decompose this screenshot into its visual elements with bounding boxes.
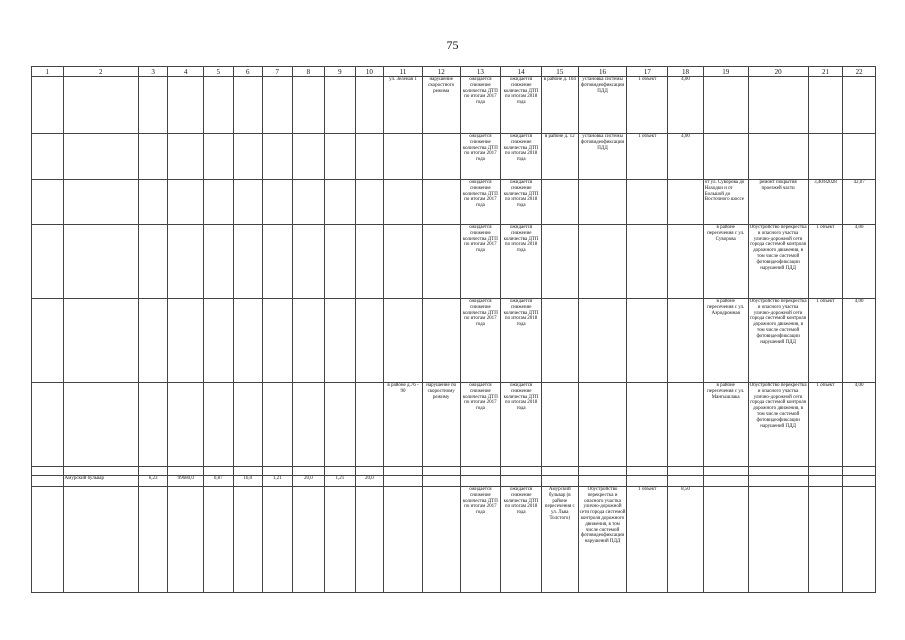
col-number: 10 (355, 67, 384, 77)
effect-2017-cell: ожидается снижение количества ДТП по итогам 2017 года (460, 134, 501, 180)
cost-cell: 4,00 (843, 225, 876, 299)
data-table (31, 66, 876, 593)
street-cell: ул. Зеленая 1 (384, 77, 423, 134)
quantity-cell: 3,40/82028 (808, 180, 843, 225)
length-cell: 6,23 (138, 476, 168, 487)
quantity-cell: 1 объект (627, 487, 668, 593)
col-number: 14 (501, 67, 542, 77)
value-cell: 0,87 (204, 476, 234, 487)
col-number: 22 (843, 67, 876, 77)
location-cell: в районе пересечения с ул. Мангышлака (703, 383, 748, 467)
col-number: 19 (703, 67, 748, 77)
value-cell: 1,21 (325, 476, 356, 487)
col-number: 15 (541, 67, 578, 77)
effect-2017-cell: ожидается снижение количества ДТП по итогам 2017 года (460, 225, 501, 299)
value-cell: 1,21 (263, 476, 293, 487)
table-row (32, 487, 876, 593)
location-cell: в районе пересечения с ул. Суворова (703, 225, 748, 299)
effect-2018-cell: ожидается снижение количества ДТП по итогам 2018 года (501, 383, 542, 467)
measure-cell: Обустройство перекрестка и опасного участка улично-дорожной сети города системой контроля дорожного движения, в том числе системой фотовидеофиксации нарушений ПДД (748, 225, 808, 299)
effect-2018-cell: ожидается снижение количества ДТП по итогам 2018 года (501, 299, 542, 383)
violation-cell: нарушение скоростного режима (422, 77, 460, 134)
effect-2018-cell: ожидается снижение количества ДТП по итогам 2018 года (501, 134, 542, 180)
effect-2017-cell: ожидается снижение количества ДТП по итогам 2017 года (460, 487, 501, 593)
quantity-cell: 1 объект (808, 299, 843, 383)
col-number: 18 (668, 67, 704, 77)
col-number: 2 (63, 67, 138, 77)
cost-cell: 4,00 (843, 383, 876, 467)
effect-2018-cell: ожидается снижение количества ДТП по итогам 2018 года (501, 225, 542, 299)
col-number: 8 (292, 67, 325, 77)
cost-cell: 4,00 (843, 299, 876, 383)
location-cell: Амурский бульвар (в районе пересечения с ул. Льва Толстого) (541, 487, 578, 593)
page-number: 75 (446, 38, 459, 52)
quantity-cell: 1 объект (627, 134, 668, 180)
col-number: 4 (168, 67, 204, 77)
street-cell: в районе д.76 - 90 (384, 383, 423, 467)
measure-cell: ремонт покрытия проезжей части (748, 180, 808, 225)
quantity-cell: 1 объект (808, 383, 843, 467)
col-number: 1 (32, 67, 64, 77)
cost-cell: 8,50 (668, 487, 704, 593)
quantity-cell: 1 объект (808, 225, 843, 299)
measure-cell: Обустройство перекрестка и опасного участка улично-дорожной сети города системой контроля дорожного движения, в том числе системой фотовидеофиксации нарушений ПДД (748, 299, 808, 383)
col-number: 3 (138, 67, 168, 77)
effect-2017-cell: ожидается снижение количества ДТП по итогам 2017 года (460, 299, 501, 383)
location-cell: в районе пересечения с ул. Аэродромная (703, 299, 748, 383)
table-row (32, 299, 876, 383)
col-number: 5 (204, 67, 234, 77)
effect-2017-cell: ожидается снижение количества ДТП по итогам 2017 года (460, 180, 501, 225)
location-cell: от ул. Суворова до Находки и от Большой до Восточного шоссе (703, 180, 748, 225)
measure-cell: установка системы фотовидеофиксации ПДД (578, 134, 627, 180)
quantity-cell: 1 объект (627, 77, 668, 134)
value-cell: 16,0 (233, 476, 263, 487)
table-row (32, 134, 876, 180)
effect-2018-cell: ожидается снижение количества ДТП по итогам 2018 года (501, 77, 542, 134)
measure-cell: Обустройство перекрестка и опасного участка улично-дорожной сети города системой контроля дорожного движения, в том числе системой фотовидеофиксации нарушений ПДД (578, 487, 627, 593)
table-row (32, 467, 876, 476)
col-number: 6 (233, 67, 263, 77)
value-cell: 20,0 (355, 476, 384, 487)
road-name-cell: Амурский бульвар (63, 476, 138, 487)
location-cell: в районе д. 104 (541, 77, 578, 134)
violation-cell: нарушение по скоростному режиму (422, 383, 460, 467)
column-number-row (32, 67, 876, 77)
col-number: 13 (460, 67, 501, 77)
table-row (32, 180, 876, 225)
table-row (32, 383, 876, 467)
cost-cell: 42,07 (843, 180, 876, 225)
table-row (32, 225, 876, 299)
col-number: 9 (325, 67, 356, 77)
effect-2017-cell: ожидается снижение количества ДТП по итогам 2017 года (460, 383, 501, 467)
col-number: 21 (808, 67, 843, 77)
measure-cell: Обустройство перекрестка и опасного участка улично-дорожной сети города системой контроля дорожного движения, в том числе системой фотовидеофиксации нарушений ПДД (748, 383, 808, 467)
table-row (32, 476, 876, 487)
col-number: 17 (627, 67, 668, 77)
table-row (32, 77, 876, 134)
area-cell: 99680,0 (168, 476, 204, 487)
col-number: 12 (422, 67, 460, 77)
effect-2018-cell: ожидается снижение количества ДТП по итогам 2018 года (501, 487, 542, 593)
measure-cell: установка системы фотовидеофиксации ПДД (578, 77, 627, 134)
col-number: 11 (384, 67, 423, 77)
effect-2018-cell: ожидается снижение количества ДТП по итогам 2018 года (501, 180, 542, 225)
cost-cell: 4,00 (668, 134, 704, 180)
col-number: 16 (578, 67, 627, 77)
effect-2017-cell: ожидается снижение количества ДТП по итогам 2017 года (460, 77, 501, 134)
location-cell: в районе д. 12 (541, 134, 578, 180)
cost-cell: 4,00 (668, 77, 704, 134)
col-number: 7 (263, 67, 293, 77)
col-number: 20 (748, 67, 808, 77)
value-cell: 20,0 (292, 476, 325, 487)
